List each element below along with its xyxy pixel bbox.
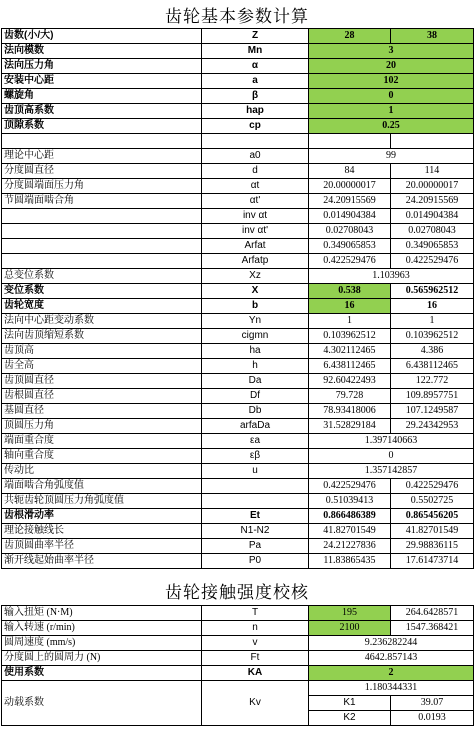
table-row <box>2 419 474 434</box>
table-row <box>2 299 474 314</box>
table-row <box>2 524 474 539</box>
row-label: 齿全高 <box>2 359 202 374</box>
table-row <box>2 479 474 494</box>
empty-cell <box>202 134 309 149</box>
row-label <box>2 209 202 224</box>
table-row <box>2 59 474 74</box>
row-value-merged: 1.180344331 <box>309 681 474 696</box>
row-symbol: ha <box>202 344 309 359</box>
row-label <box>2 254 202 269</box>
row-value-gear: 1 <box>391 314 474 329</box>
row-value-pinion: 0.51039413 <box>309 494 391 509</box>
row-value-pinion: 24.21227836 <box>309 539 391 554</box>
coefficient-label: K1 <box>309 696 391 711</box>
row-value-gear: 6.438112465 <box>391 359 474 374</box>
row-value-pinion: 20.00000017 <box>309 179 391 194</box>
row-value-merged[interactable]: 20 <box>309 59 474 74</box>
table-row <box>2 344 474 359</box>
row-symbol: T <box>202 606 309 621</box>
row-symbol: d <box>202 164 309 179</box>
row-symbol: Et <box>202 509 309 524</box>
table-row <box>2 621 474 636</box>
row-symbol: arfaDa <box>202 419 309 434</box>
table-row <box>2 359 474 374</box>
row-value-gear: 29.98836115 <box>391 539 474 554</box>
row-label: 渐开线起始曲率半径 <box>2 554 202 569</box>
row-label: 变位系数 <box>2 284 202 299</box>
row-value-gear: 0.865456205 <box>391 509 474 524</box>
row-value-merged: 1.397140663 <box>309 434 474 449</box>
table-row <box>2 239 474 254</box>
row-value-gear: 17.61473714 <box>391 554 474 569</box>
table-row <box>2 606 474 621</box>
row-value-gear: 20.00000017 <box>391 179 474 194</box>
table-row <box>2 269 474 284</box>
row-value-gear: 114 <box>391 164 474 179</box>
row-value-pinion[interactable]: 0.538 <box>309 284 391 299</box>
table-row <box>2 164 474 179</box>
row-symbol: N1-N2 <box>202 524 309 539</box>
table-row <box>2 29 474 44</box>
table-row <box>2 314 474 329</box>
row-symbol: Yn <box>202 314 309 329</box>
row-value-merged[interactable]: 2 <box>309 666 474 681</box>
row-value-gear: 0.422529476 <box>391 254 474 269</box>
table-row <box>2 389 474 404</box>
row-label: 顶隙系数 <box>2 119 202 134</box>
row-label: 基圆直径 <box>2 404 202 419</box>
row-label: 轴向重合度 <box>2 449 202 464</box>
table-row <box>2 651 474 666</box>
row-label: 齿顶圆曲率半径 <box>2 539 202 554</box>
row-symbol: Arfatp <box>202 254 309 269</box>
row-value-merged[interactable]: 0.25 <box>309 119 474 134</box>
empty-cell <box>391 134 474 149</box>
coefficient-value: 0.0193 <box>391 711 474 726</box>
row-value-gear: 16 <box>391 299 474 314</box>
row-label: 法向模数 <box>2 44 202 59</box>
row-value-pinion: 41.82701549 <box>309 524 391 539</box>
row-value-gear: 1547.368421 <box>391 621 474 636</box>
row-value-merged: 99 <box>309 149 474 164</box>
table-row <box>2 89 474 104</box>
table-row <box>2 374 474 389</box>
coefficient-label: K2 <box>309 711 391 726</box>
row-value-pinion: 0.103962512 <box>309 329 391 344</box>
table-row <box>2 539 474 554</box>
row-symbol: εa <box>202 434 309 449</box>
row-symbol: u <box>202 464 309 479</box>
row-value-gear: 24.20915569 <box>391 194 474 209</box>
row-value-gear: 107.1249587 <box>391 404 474 419</box>
spacer-row <box>2 134 474 149</box>
row-value-pinion: 0.866486389 <box>309 509 391 524</box>
row-value-gear: 41.82701549 <box>391 524 474 539</box>
row-label: 顶圆压力角 <box>2 419 202 434</box>
row-symbol: cigmn <box>202 329 309 344</box>
row-label: 理论接触线长 <box>2 524 202 539</box>
row-label: 安装中心距 <box>2 74 202 89</box>
row-value-pinion: 4.302112465 <box>309 344 391 359</box>
row-value-pinion: 0.422529476 <box>309 254 391 269</box>
row-symbol: Df <box>202 389 309 404</box>
table-row <box>2 224 474 239</box>
row-label: 使用系数 <box>2 666 202 681</box>
row-symbol: hap <box>202 104 309 119</box>
row-value-merged[interactable]: 0 <box>309 89 474 104</box>
row-symbol: αt' <box>202 194 309 209</box>
table-row <box>2 119 474 134</box>
row-label: 共轭齿轮顶圆压力角弧度值 <box>2 494 202 509</box>
row-value-gear: 0.565962512 <box>391 284 474 299</box>
table-row <box>2 636 474 651</box>
row-symbol: α <box>202 59 309 74</box>
row-value-gear: 122.772 <box>391 374 474 389</box>
row-label <box>2 224 202 239</box>
row-label: 节圆端面啮合角 <box>2 194 202 209</box>
row-value-pinion: 1 <box>309 314 391 329</box>
table-row <box>2 404 474 419</box>
empty-cell <box>309 134 391 149</box>
row-symbol: Da <box>202 374 309 389</box>
row-label: 动载系数 <box>2 681 202 726</box>
table-row <box>2 509 474 524</box>
row-symbol: KA <box>202 666 309 681</box>
row-value-pinion: 0.014904384 <box>309 209 391 224</box>
row-label: 齿顶圆直径 <box>2 374 202 389</box>
row-symbol: cp <box>202 119 309 134</box>
table-row <box>2 179 474 194</box>
row-value-pinion: 0.349065853 <box>309 239 391 254</box>
row-symbol <box>202 494 309 509</box>
row-value-gear: 0.02708043 <box>391 224 474 239</box>
row-symbol: a <box>202 74 309 89</box>
row-symbol: inv αt' <box>202 224 309 239</box>
row-label: 分度圆上的圆周力 (N) <box>2 651 202 666</box>
row-value-pinion: 0.422529476 <box>309 479 391 494</box>
row-value-gear: 264.6428571 <box>391 606 474 621</box>
table-row <box>2 209 474 224</box>
row-value-merged: 1.357142857 <box>309 464 474 479</box>
row-symbol: Xz <box>202 269 309 284</box>
row-symbol: αt <box>202 179 309 194</box>
row-value-pinion: 0.02708043 <box>309 224 391 239</box>
row-value-pinion: 31.52829184 <box>309 419 391 434</box>
row-value-pinion: 92.60422493 <box>309 374 391 389</box>
table-row <box>2 44 474 59</box>
row-label: 齿顶高 <box>2 344 202 359</box>
row-symbol: εβ <box>202 449 309 464</box>
table-row <box>2 554 474 569</box>
table-row <box>2 464 474 479</box>
row-value-gear: 4.386 <box>391 344 474 359</box>
row-value-pinion: 84 <box>309 164 391 179</box>
row-label: 齿根圆直径 <box>2 389 202 404</box>
row-value-merged: 4642.857143 <box>309 651 474 666</box>
row-label: 齿数(小/大) <box>2 29 202 44</box>
table-row <box>2 149 474 164</box>
row-symbol: Ft <box>202 651 309 666</box>
row-label: 输入转速 (r/min) <box>2 621 202 636</box>
row-symbol: v <box>202 636 309 651</box>
row-value-pinion: 78.93418006 <box>309 404 391 419</box>
row-value-gear: 0.422529476 <box>391 479 474 494</box>
row-value-gear: 0.103962512 <box>391 329 474 344</box>
table-row <box>2 104 474 119</box>
row-value-merged[interactable]: 102 <box>309 74 474 89</box>
row-label: 法向齿顶缩短系数 <box>2 329 202 344</box>
row-value-merged: 9.236282244 <box>309 636 474 651</box>
row-label: 齿轮宽度 <box>2 299 202 314</box>
table-row <box>2 449 474 464</box>
row-symbol: Arfat <box>202 239 309 254</box>
row-symbol: Z <box>202 29 309 44</box>
section-title-strength: 齿轮接触强度校核 <box>165 582 309 602</box>
table-row <box>2 434 474 449</box>
table-row <box>2 681 474 696</box>
row-symbol: Db <box>202 404 309 419</box>
row-value-gear[interactable]: 38 <box>391 29 474 44</box>
row-value-gear: 29.24342953 <box>391 419 474 434</box>
row-symbol: b <box>202 299 309 314</box>
table-row <box>2 254 474 269</box>
row-value-pinion[interactable]: 28 <box>309 29 391 44</box>
row-label: 法向压力角 <box>2 59 202 74</box>
row-label: 齿顶高系数 <box>2 104 202 119</box>
contact-strength-table <box>1 605 474 726</box>
row-value-gear: 0.5502725 <box>391 494 474 509</box>
row-label: 端面重合度 <box>2 434 202 449</box>
sheet-title: 齿轮基本参数计算 <box>165 6 309 26</box>
row-label: 理论中心距 <box>2 149 202 164</box>
table-row <box>2 74 474 89</box>
row-label: 螺旋角 <box>2 89 202 104</box>
empty-cell <box>2 134 202 149</box>
row-label: 分度圆直径 <box>2 164 202 179</box>
table-row <box>2 329 474 344</box>
row-value-pinion: 79.728 <box>309 389 391 404</box>
row-symbol: Kv <box>202 681 309 726</box>
row-value-merged: 0 <box>309 449 474 464</box>
table-row <box>2 494 474 509</box>
row-symbol: X <box>202 284 309 299</box>
row-label: 传动比 <box>2 464 202 479</box>
gear-parameter-table <box>1 28 474 569</box>
row-label: 总变位系数 <box>2 269 202 284</box>
row-label: 圆周速度 (mm/s) <box>2 636 202 651</box>
spreadsheet <box>1 0 473 726</box>
row-symbol: n <box>202 621 309 636</box>
row-value-pinion: 11.83865435 <box>309 554 391 569</box>
row-symbol: inv αt <box>202 209 309 224</box>
row-value-pinion: 6.438112465 <box>309 359 391 374</box>
row-value-merged[interactable]: 1 <box>309 104 474 119</box>
row-label: 端面啮合角弧度值 <box>2 479 202 494</box>
row-symbol: P0 <box>202 554 309 569</box>
row-value-gear: 109.8957751 <box>391 389 474 404</box>
row-value-gear: 0.014904384 <box>391 209 474 224</box>
row-value-pinion[interactable]: 2100 <box>309 621 391 636</box>
row-value-pinion[interactable]: 195 <box>309 606 391 621</box>
row-symbol: Pa <box>202 539 309 554</box>
row-label: 齿根滑动率 <box>2 509 202 524</box>
table-row <box>2 666 474 681</box>
table-row <box>2 194 474 209</box>
row-symbol: Mn <box>202 44 309 59</box>
row-value-pinion[interactable]: 16 <box>309 299 391 314</box>
row-symbol: h <box>202 359 309 374</box>
row-symbol: β <box>202 89 309 104</box>
row-label <box>2 239 202 254</box>
row-label: 输入扭矩 (N·M) <box>2 606 202 621</box>
row-value-merged[interactable]: 3 <box>309 44 474 59</box>
row-symbol: a0 <box>202 149 309 164</box>
row-label: 法向中心距变动系数 <box>2 314 202 329</box>
row-value-gear: 0.349065853 <box>391 239 474 254</box>
row-value-merged: 1.103963 <box>309 269 474 284</box>
row-label: 分度圆端面压力角 <box>2 179 202 194</box>
table-row <box>2 284 474 299</box>
row-value-pinion: 24.20915569 <box>309 194 391 209</box>
row-symbol <box>202 479 309 494</box>
coefficient-value: 39.07 <box>391 696 474 711</box>
